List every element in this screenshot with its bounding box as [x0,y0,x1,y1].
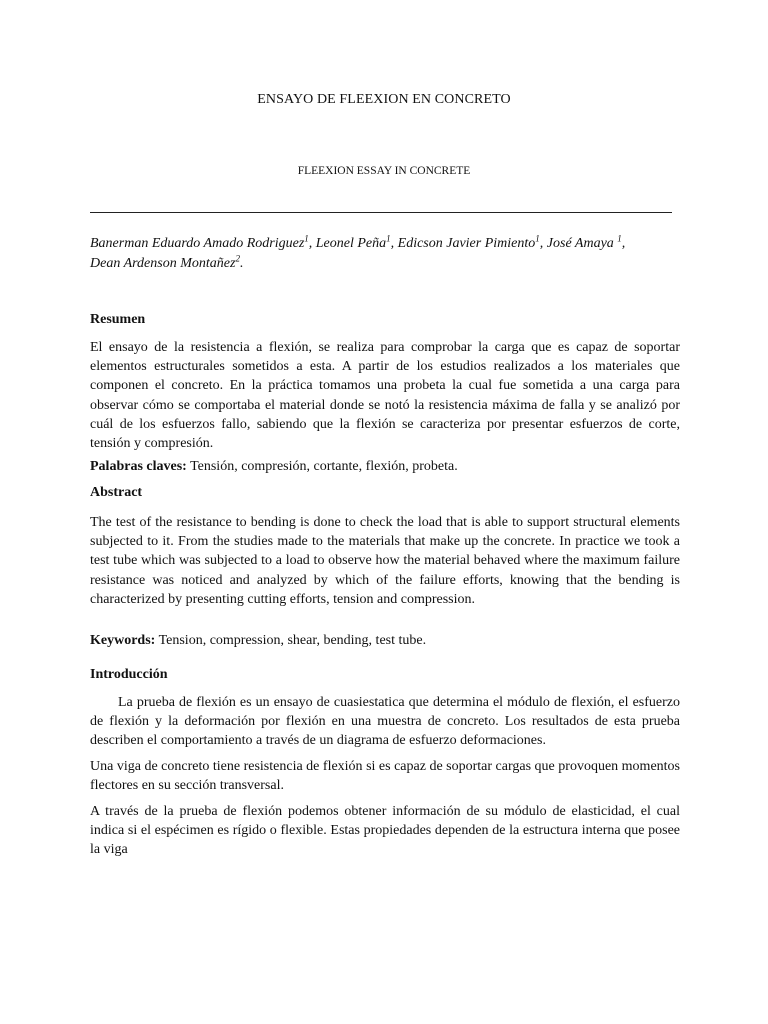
author-list [90,234,680,274]
author-separator: , [390,236,398,251]
introduccion-paragraph-2: Una viga de concreto tiene resistencia de flexión si es capaz de soportar cargas que provoquen momentos flectores en su sección transversal. [90,759,680,794]
author-affiliation: 2 [235,253,240,264]
paper-title: ENSAYO DE FLEEXION EN CONCRETO [257,92,511,107]
resumen-heading: Resumen [90,312,146,327]
author-name: José Amaya [546,236,618,251]
author-name: Banerman Eduardo Amado Rodriguez [90,236,305,251]
introduccion-heading: Introducción [90,667,168,682]
author-name: Dean Ardenson Montañez [90,256,236,271]
keywords [90,631,680,650]
author-name: Edicson Javier Pimiento [397,236,536,251]
author-affiliation: 1 [535,233,540,244]
author-separator: . [239,256,244,271]
author-affiliation: 1 [304,233,309,244]
author-name: Leonel Peña [315,236,387,251]
resumen-text: El ensayo de la resistencia a flexión, se realiza para comprobar la carga que es capaz de soportar elementos estructurales sometidos a esta. A partir de los estudios realizados a los materiales que componen el concreto. En la práctica tomamos una probeta la cual fue sometida a una carga para observar cómo se comportaba el material donde se notó la resistencia máxima de falla y se analizó por cuál de los esfuerzos fallo, sabiendo que la flexión se caracteriza por presentar esfuerzos de corte, tensión y compresión. [90,340,680,452]
abstract-heading: Abstract [90,485,143,500]
palabras-claves-label: Palabras claves: [90,459,187,474]
author-affiliation: 1 [617,233,622,244]
author-separator: , [308,236,316,251]
divider-line [90,212,672,213]
introduccion-paragraph-3: A través de la prueba de flexión podemos obtener información de su módulo de elasticidad, el cual indica si el espécimen es rígido o flexible. Estas propiedades dependen de la estructura interna que posee la viga [90,804,680,858]
palabras-claves [90,457,680,476]
abstract-text: The test of the resistance to bending is done to check the load that is able to support structural elements subjected to it. From the studies made to the materials that make up the concrete. In practice we took a test tube which was subjected to a load to observe how the material behaved where the maximum failure resistance was noticed and analyzed by which of the failure efforts, knowing that the bending is characterized by presenting cutting efforts, tension and compression. [90,515,680,607]
author-affiliation: 1 [386,233,391,244]
paper-subtitle: FLEEXION ESSAY IN CONCRETE [297,165,471,177]
keywords-text: Tension, compression, shear, bending, test tube. [155,633,427,648]
author-separator: , [621,236,626,251]
keywords-label: Keywords: [90,633,156,648]
palabras-claves-text: Tensión, compresión, cortante, flexión, probeta. [186,459,458,474]
introduccion-paragraph-1: La prueba de flexión es un ensayo de cuasiestatica que determina el módulo de flexión, el esfuerzo de flexión y la deformación por flexión en una muestra de concreto. Los resultados de esta prueba describen el comportamiento a través de un diagrama de esfuerzo deformaciones. [90,695,680,749]
author-separator: , [539,236,547,251]
